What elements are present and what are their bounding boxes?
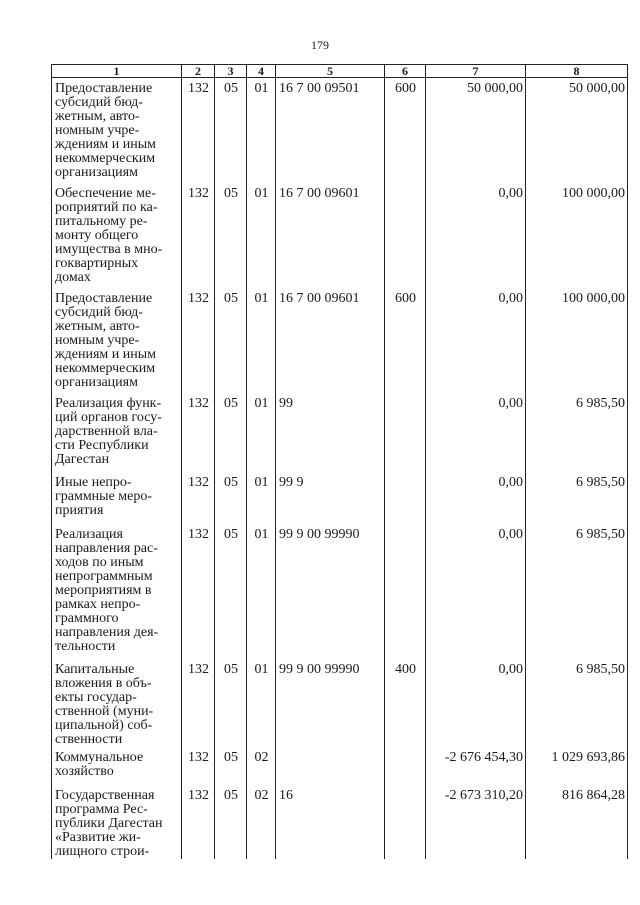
amount-total-cell: 50 000,00 (526, 78, 628, 184)
gov-code-cell: 132 (182, 183, 215, 288)
gov-code-cell: 132 (182, 747, 215, 785)
item-name-line: некоммерческим (55, 361, 156, 376)
item-name-line: питальному ре- (55, 214, 148, 229)
target-article-cell: 99 9 00 99990 (276, 659, 385, 747)
item-name-line: организациям (55, 165, 138, 180)
section-cell: 05 (215, 785, 247, 859)
item-name-line: Иные непро- (55, 475, 132, 490)
item-name-line: направления дея- (55, 625, 159, 640)
expense-type-cell: 600 (385, 288, 426, 393)
item-name-line: Коммунальное (55, 750, 144, 765)
item-name-line: ходов по иным (55, 555, 144, 570)
item-name-line: рамках непро- (55, 597, 141, 612)
amount-total-cell: 100 000,00 (526, 288, 628, 393)
item-name-line: дарственной вла- (55, 424, 158, 439)
item-name-cell (52, 472, 182, 524)
column-header: 8 (526, 65, 628, 78)
item-name-line: роприятий по ка- (55, 200, 158, 215)
subsection-cell: 01 (247, 183, 276, 288)
table-row (52, 747, 628, 785)
amount-change-cell: 50 000,00 (426, 78, 526, 184)
table-row (52, 78, 628, 184)
item-name-line: ципальной) соб- (55, 718, 153, 733)
target-article-cell: 16 7 00 09601 (276, 288, 385, 393)
table-body (52, 78, 628, 860)
item-name-line: сти Республики (55, 438, 149, 453)
section-cell: 05 (215, 659, 247, 747)
item-name-line: жетным, авто- (55, 319, 140, 334)
gov-code-cell: 132 (182, 78, 215, 184)
gov-code-cell: 132 (182, 472, 215, 524)
item-name-line: направления рас- (55, 541, 158, 556)
item-name-line: «Развитие жи- (55, 830, 141, 845)
item-name-line: публики Дагестан (55, 816, 163, 831)
amount-total-cell: 816 864,28 (526, 785, 628, 859)
amount-change-cell: 0,00 (426, 393, 526, 472)
target-article-cell: 99 9 00 99990 (276, 524, 385, 659)
item-name-line: субсидий бюд- (55, 95, 143, 110)
table-row (52, 524, 628, 659)
target-article-cell: 16 7 00 09501 (276, 78, 385, 184)
item-name-cell (52, 785, 182, 859)
table-row (52, 785, 628, 859)
item-name-cell (52, 393, 182, 472)
table-row (52, 183, 628, 288)
subsection-cell: 01 (247, 472, 276, 524)
item-name-line: номным учре- (55, 333, 140, 348)
item-name-line: ственной (муни- (55, 704, 154, 719)
amount-total-cell: 6 985,50 (526, 472, 628, 524)
item-name-line: Государственная (55, 788, 155, 803)
section-cell: 05 (215, 78, 247, 184)
column-header: 7 (426, 65, 526, 78)
amount-total-cell: 6 985,50 (526, 524, 628, 659)
subsection-cell: 01 (247, 393, 276, 472)
amount-change-cell: 0,00 (426, 472, 526, 524)
item-name-line: монту общего (55, 228, 139, 243)
expense-type-cell: 600 (385, 78, 426, 184)
gov-code-cell: 132 (182, 785, 215, 859)
amount-change-cell: -2 676 454,30 (426, 747, 526, 785)
item-name-line: субсидий бюд- (55, 305, 143, 320)
item-name-line: хозяйство (55, 764, 114, 779)
item-name-line: номным учре- (55, 123, 140, 138)
target-article-cell: 99 9 (276, 472, 385, 524)
expense-type-cell (385, 524, 426, 659)
column-header: 3 (215, 65, 247, 78)
subsection-cell: 01 (247, 78, 276, 184)
item-name-line: некоммерческим (55, 151, 156, 166)
column-header: 6 (385, 65, 426, 78)
item-name-cell (52, 183, 182, 288)
item-name-cell (52, 288, 182, 393)
item-name-line: ждениям и иным (55, 347, 157, 362)
subsection-cell: 01 (247, 659, 276, 747)
column-header: 4 (247, 65, 276, 78)
amount-total-cell: 6 985,50 (526, 659, 628, 747)
target-article-cell: 16 7 00 09601 (276, 183, 385, 288)
item-name-line: жетным, авто- (55, 109, 140, 124)
gov-code-cell: 132 (182, 393, 215, 472)
item-name-cell (52, 659, 182, 747)
amount-change-cell: 0,00 (426, 524, 526, 659)
amount-total-cell: 6 985,50 (526, 393, 628, 472)
expense-type-cell (385, 183, 426, 288)
amount-change-cell: -2 673 310,20 (426, 785, 526, 859)
amount-total-cell: 1 029 693,86 (526, 747, 628, 785)
item-name-line: Предоставление (55, 291, 153, 306)
table-row (52, 393, 628, 472)
item-name-line: Реализация функ- (55, 396, 162, 411)
target-article-cell: 99 (276, 393, 385, 472)
amount-change-cell: 0,00 (426, 183, 526, 288)
table-row (52, 472, 628, 524)
item-name-line: ций органов госу- (55, 410, 162, 425)
section-cell: 05 (215, 472, 247, 524)
section-cell: 05 (215, 393, 247, 472)
amount-change-cell: 0,00 (426, 659, 526, 747)
item-name-line: Реализация (55, 527, 123, 542)
amount-change-cell: 0,00 (426, 288, 526, 393)
column-header: 5 (276, 65, 385, 78)
target-article-cell: 16 (276, 785, 385, 859)
item-name-line: Капитальные (55, 662, 135, 677)
item-name-line: екты государ- (55, 690, 137, 705)
item-name-line: организациям (55, 375, 138, 390)
subsection-cell: 02 (247, 747, 276, 785)
item-name-line: домах (55, 270, 91, 285)
item-name-line: Обеспечение ме- (55, 186, 156, 201)
item-name-line: лищного строи- (55, 844, 150, 859)
item-name-line: Предоставление (55, 81, 153, 96)
expense-type-cell (385, 785, 426, 859)
expense-type-cell: 400 (385, 659, 426, 747)
header-row (52, 65, 628, 78)
gov-code-cell: 132 (182, 524, 215, 659)
item-name-line: Дагестан (55, 452, 110, 467)
item-name-line: имущества в мно- (55, 242, 163, 257)
item-name-line: граммные меро- (55, 489, 153, 504)
item-name-line: мероприятиям в (55, 583, 152, 598)
table-row (52, 659, 628, 747)
section-cell: 05 (215, 524, 247, 659)
item-name-line: вложения в объ- (55, 676, 152, 691)
item-name-line: ственности (55, 732, 123, 747)
item-name-line: ждениям и иным (55, 137, 157, 152)
amount-total-cell: 100 000,00 (526, 183, 628, 288)
subsection-cell: 01 (247, 524, 276, 659)
item-name-line: гоквартирных (55, 256, 139, 271)
section-cell: 05 (215, 183, 247, 288)
budget-table (51, 64, 628, 859)
expense-type-cell (385, 393, 426, 472)
section-cell: 05 (215, 747, 247, 785)
table-row (52, 288, 628, 393)
item-name-line: тельности (55, 639, 116, 654)
target-article-cell (276, 747, 385, 785)
item-name-cell (52, 524, 182, 659)
subsection-cell: 01 (247, 288, 276, 393)
item-name-cell (52, 747, 182, 785)
expense-type-cell (385, 747, 426, 785)
item-name-line: граммного (55, 611, 119, 626)
subsection-cell: 02 (247, 785, 276, 859)
item-name-line: непрограммным (55, 569, 153, 584)
page-number: 179 (311, 38, 329, 52)
item-name-line: программа Рес- (55, 802, 148, 817)
section-cell: 05 (215, 288, 247, 393)
column-header: 2 (182, 65, 215, 78)
item-name-line: приятия (55, 503, 104, 518)
expense-type-cell (385, 472, 426, 524)
gov-code-cell: 132 (182, 659, 215, 747)
item-name-cell (52, 78, 182, 184)
column-header: 1 (52, 65, 182, 78)
gov-code-cell: 132 (182, 288, 215, 393)
